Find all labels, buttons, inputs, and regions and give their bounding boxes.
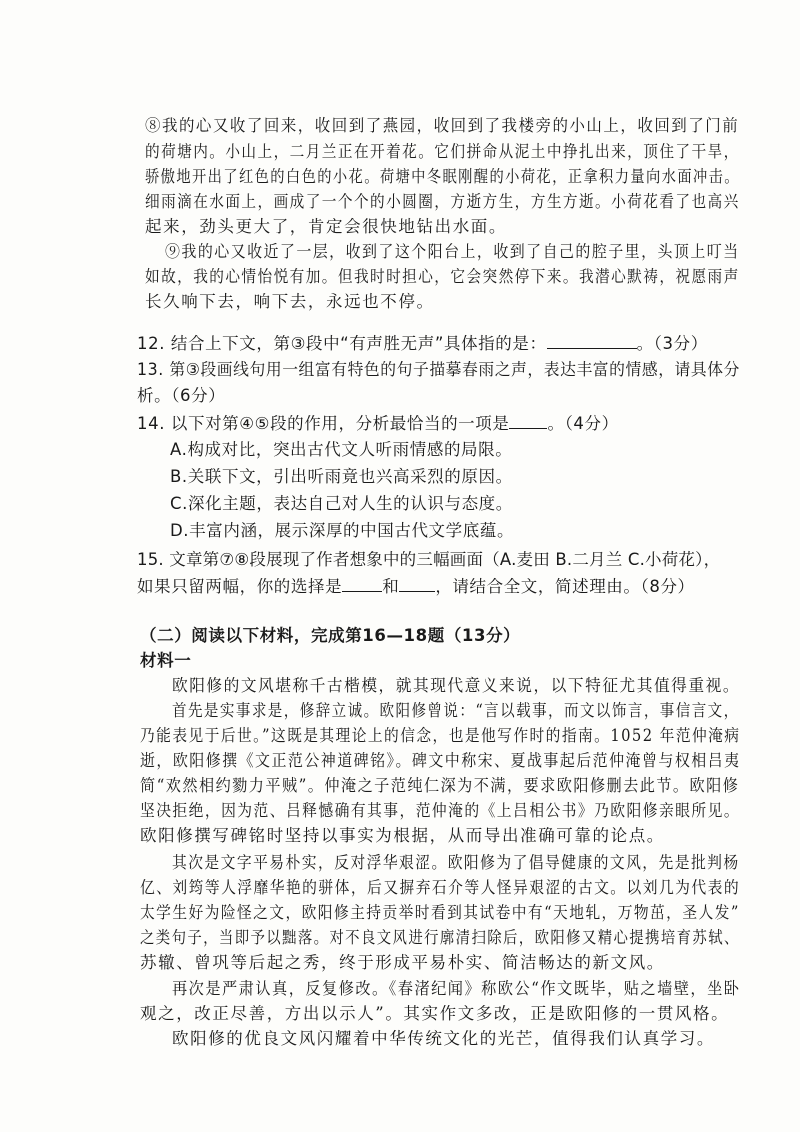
answer-blank-2[interactable] (399, 577, 435, 592)
text-line: 首先是实事求是，修辞立诚。欧阳修曾说：“言以载事，而文以饰言，事信言文， (172, 701, 740, 720)
text-line: ⑨我的心又收近了一层，收到了这个阳台上，收到了自己的腔子里，头顶上叮当 (165, 242, 740, 261)
text-line: 再次是严肃认真，反复修改。《春渚纪闻》称欧公“作文既毕，贴之墙壁，坐卧 (172, 979, 741, 998)
question-12-points: 。（3分） (636, 334, 708, 353)
text-line: 长久响下去，响下去，永远也不停。 (145, 292, 435, 311)
question-15-points: ，请结合全文，简述理由。（8分） (435, 577, 695, 596)
text-line: 之类句子，当即予以黜落。对不良文风进行廓清扫除后，欧阳修又精心提携培育苏轼、 (140, 928, 740, 947)
text-line: 其次是文字平易朴实，反对浮华艰涩。欧阳修为了倡导健康的文风，先是批判杨 (172, 853, 740, 872)
answer-blank-1[interactable] (342, 577, 382, 592)
text-line: 太学生好为险怪之文，欧阳修主持贡举时看到其试卷中有“天地轧，万物茁，圣人发” (140, 903, 740, 922)
option-d: D.丰富内涵，展示深厚的中国古代文学底蕴。 (170, 521, 515, 540)
text-line: 坚决拒绝，因为范、吕释憾确有其事，范仲淹的《上吕相公书》乃欧阳修亲眼所见。 (140, 801, 741, 820)
question-15-text: 如果只留两幅，你的选择是 (137, 577, 343, 596)
question-14 (137, 410, 619, 434)
text-line: 骄傲地开出了红色的白色的小花。荷塘中冬眠刚醒的小荷花，正拿积力量向水面冲击。 (145, 167, 740, 186)
option-c: C.深化主题，表达自己对人生的认识与态度。 (170, 494, 513, 513)
question-12 (137, 330, 708, 354)
material-label: 材料一 (140, 651, 192, 670)
question-13-line-1: 13. 第③段画线句用一组富有特色的句子描摹春雨之声，表达丰富的情感，请具体分 (137, 360, 740, 379)
text-line: 欧阳修的文风堪称千古楷模，就其现代意义来说，以下特征尤其值得重视。 (172, 676, 741, 695)
text-line: 观之，改正尽善，方出以示人”。其实作文多改，正是欧阳修的一贯风格。 (140, 1004, 730, 1023)
question-12-text: 12. 结合上下文，第③段中“有声胜无声”具体指的是： (137, 334, 547, 353)
text-line: 简“欢然相约勠力平贼”。仲淹之子范纯仁深为不满，要求欧阳修删去此节。欧阳修 (140, 776, 740, 795)
text-line: 苏辙、曾巩等后起之秀，终于形成平易朴实、简洁畅达的新文风。 (140, 953, 665, 972)
question-14-text: 14. 以下对第④⑤段的作用，分析最恰当的一项是 (137, 414, 510, 433)
question-13-line-2: 析。（6分） (137, 386, 226, 405)
option-a: A.构成对比，突出古代文人听雨情感的局限。 (170, 440, 513, 459)
text-line: 欧阳修撰写碑铭时坚持以事实为根据，从而导出准确可靠的论点。 (140, 826, 665, 845)
question-15-line-1: 15. 文章第⑦⑧段展现了作者想象中的三幅画面（A.麦田 B.二月兰 C.小荷花）， (137, 550, 721, 569)
text-line: 逝，欧阳修撰《文正范公神道碑铭》。碑文中称宋、夏战事起后范仲淹曾与权相吕夷 (140, 751, 741, 770)
option-b: B.关联下文，引出听雨竟也兴高采烈的原因。 (170, 467, 513, 486)
question-14-points: 。（4分） (547, 414, 619, 433)
text-line: 亿、刘筠等人浮靡华艳的骈体，后又摒弃石介等人怪异艰涩的古文。以刘几为代表的 (140, 878, 741, 897)
section-heading: （二）阅读以下材料，完成第16—18题（13分） (140, 626, 521, 645)
conjunction: 和 (382, 577, 400, 596)
text-line: 细雨滴在水面上，画成了一个个的小圆圈，方逝方生，方生方逝。小荷花看了也高兴 (145, 192, 740, 211)
question-15-line-2 (137, 573, 695, 597)
text-line: ⑧我的心又收了回来，收回到了燕园，收回到了我楼旁的小山上，收回到了门前 (145, 116, 740, 135)
answer-blank[interactable] (509, 414, 547, 429)
text-line: 起来，劲头更大了，肯定会很快地钻出水面。 (145, 217, 507, 236)
text-line: 欧阳修的优良文风闪耀着中华传统文化的光芒，值得我们认真学习。 (172, 1029, 715, 1048)
text-line: 乃能表见于后世。”这既是其理论上的信念，也是他写作时的指南。1052 年范仲淹病 (140, 726, 741, 745)
text-line: 的荷塘内。小山上，二月兰正在开着花。它们拼命从泥土中挣扎出来，顶住了干旱， (145, 142, 740, 161)
answer-blank[interactable] (547, 334, 637, 349)
text-line: 如故，我的心情怡悦有加。但我时时担心，它会突然停下来。我潜心默祷，祝愿雨声 (145, 267, 740, 286)
